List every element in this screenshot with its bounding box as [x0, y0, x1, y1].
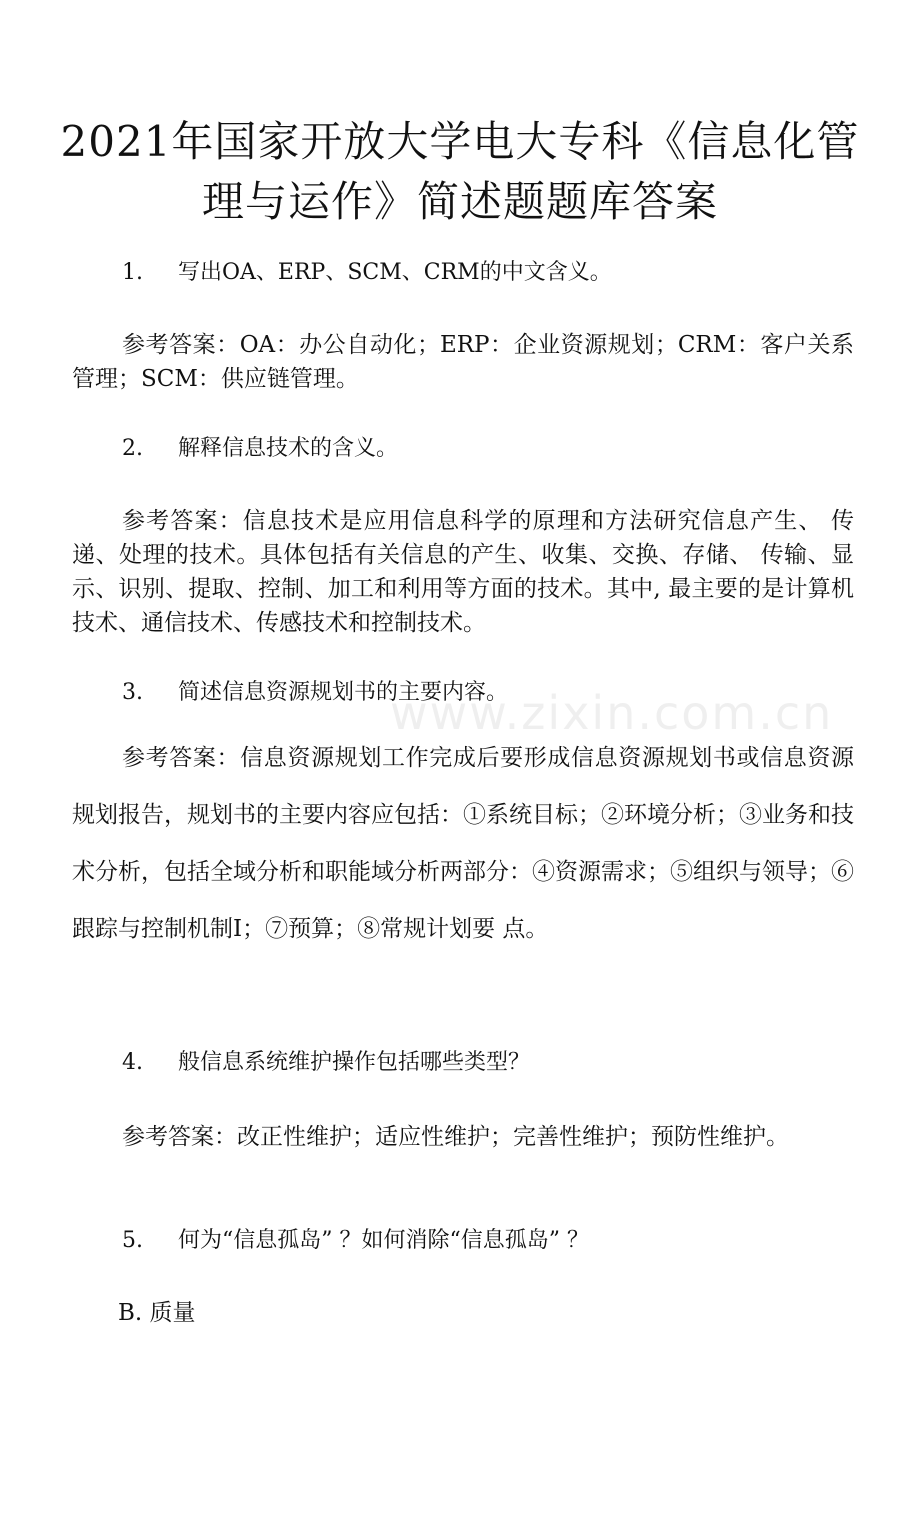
option-line: B. 质量 — [118, 1300, 196, 1326]
question-text: 般信息系统维护操作包括哪些类型？ — [178, 1050, 531, 1075]
question-text: 写出OA、ERP、SCM、CRM的中文含义。 — [178, 260, 612, 285]
question-number: 3. — [122, 680, 143, 705]
question-5 — [122, 1224, 862, 1258]
question-number: 2. — [122, 436, 143, 461]
question-2 — [122, 432, 862, 466]
document-title: 2021年国家开放大学电大专科《信息化管理与运作》简述题题库答案 — [60, 117, 860, 226]
question-number: 5. — [122, 1228, 143, 1253]
question-4 — [122, 1046, 862, 1080]
question-number: 4. — [122, 1050, 143, 1075]
question-text: 何为“信息孤岛” ？如何消除“信息孤岛” ？ — [178, 1228, 589, 1253]
question-text: 简述信息资源规划书的主要内容。 — [178, 680, 509, 705]
question-1 — [122, 256, 862, 290]
answer-1: 参考答案：OA：办公自动化；ERP：企业资源规划；CRM：客户关系管理；SCM：供应链管理。 — [72, 332, 854, 392]
question-3 — [122, 676, 862, 710]
question-text: 解释信息技术的含义。 — [178, 436, 399, 461]
watermark: www.zixin.com.cn — [390, 686, 834, 740]
answer-4: 参考答案：改正性维护；适应性维护；完善性维护；预防性维护。 — [122, 1124, 789, 1150]
answer-3: 参考答案：信息资源规划工作完成后要形成信息资源规划书或信息资源规划报告，规划书的主要内容应包括：①系统目标；②环境分析；③业务和技术分析，包括全域分析和职能域分析两部分：④资源需求；⑤组织与领导；⑥跟踪与控制机制I；⑦预算；⑧常规计划要 点。 — [72, 745, 854, 942]
answer-2: 参考答案：信息技术是应用信息科学的原理和方法研究信息产生、 传递、处理的技术。具体包括有关信息的产生、收集、交换、存储、 传输、显示、识别、提取、控制、加工和利用等方面的技术。其中, 最主要的是计算机技术、通信技术、传感技术和控制技术。 — [72, 508, 854, 636]
question-number: 1. — [122, 260, 143, 285]
